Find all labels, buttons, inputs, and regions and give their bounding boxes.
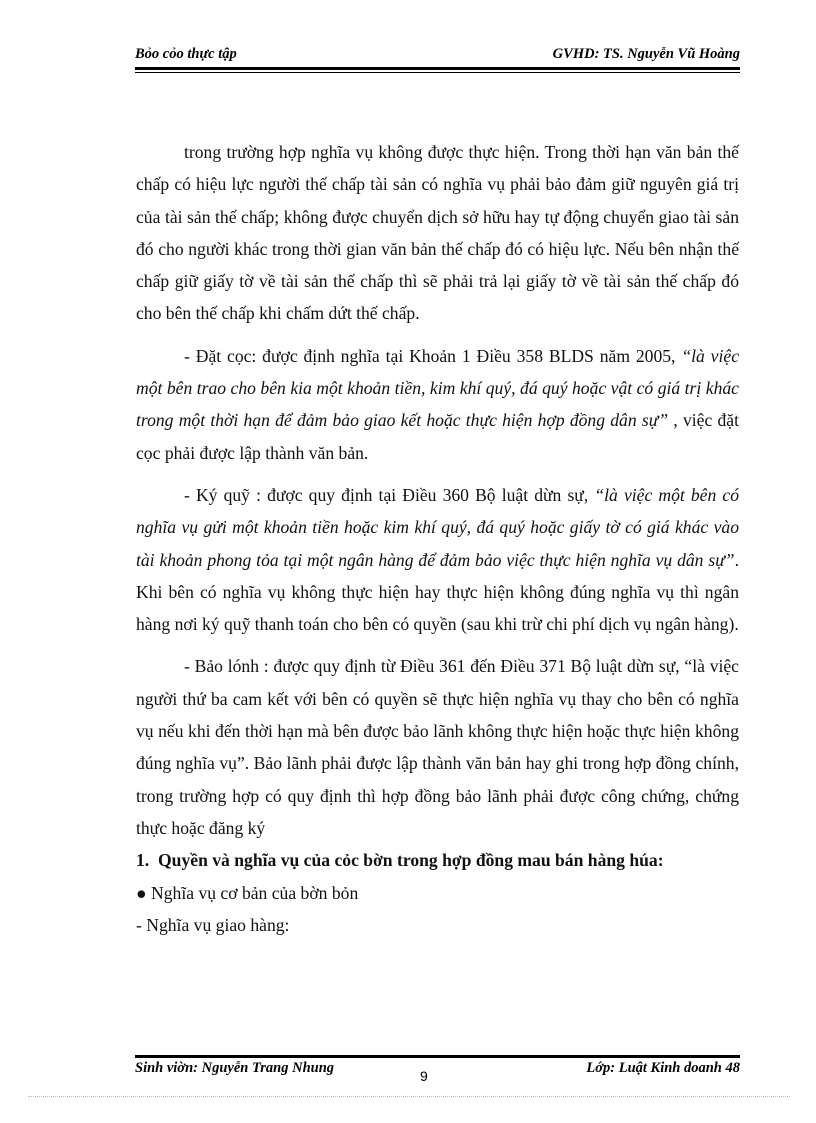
page-footer bbox=[135, 1060, 740, 1082]
bullet-icon: ● bbox=[136, 882, 147, 903]
escrow-quote: “là việc một bên có nghĩa vụ gửi một khoản tiền hoặc kim khí quý, đá quý hoặc giấy tờ có giá khác vào tài khoản phong tỏa tại một ngân hàng để đảm bảo việc thực hiện nghĩa vụ dân sự” bbox=[136, 484, 739, 570]
section-heading bbox=[136, 844, 739, 876]
paragraph-escrow bbox=[136, 479, 739, 640]
page-number: 9 bbox=[420, 1068, 428, 1084]
bullet-item bbox=[136, 877, 739, 909]
header-report-title: Bỏo cỏo thực tập bbox=[135, 46, 237, 62]
page-bottom-dotted-line bbox=[28, 1096, 790, 1097]
page-body bbox=[136, 136, 739, 941]
bullet-text: Nghĩa vụ cơ bản của bờn bỏn bbox=[151, 882, 359, 903]
sub-item: - Nghĩa vụ giao hàng: bbox=[136, 914, 290, 935]
deposit-tail: , việc đặt cọc phải được lập thành văn bản. bbox=[136, 410, 739, 463]
paragraph-deposit bbox=[136, 340, 739, 469]
escrow-tail: . Khi bên có nghĩa vụ không thực hiện hay thực hiện không đúng nghĩa vụ thì ngân hàng nơi ký quỹ thanh toán cho bên có quyền (sau khi trừ chi phí dịch vụ ngân hàng). bbox=[136, 549, 739, 635]
header-rule-thin bbox=[135, 72, 740, 73]
escrow-lead: - Ký quỹ : được quy định tại Điều 360 Bộ luật dừn sự, bbox=[184, 484, 595, 505]
footer-class: Lớp: Luật Kinh doanh 48 bbox=[586, 1060, 740, 1076]
section-title: Quyền và nghĩa vụ của cỏc bờn trong hợp đồng mau bán hàng húa: bbox=[158, 850, 664, 871]
section-number: 1. bbox=[136, 850, 150, 871]
deposit-quote: “là việc một bên trao cho bên kia một khoản tiền, kim khí quý, đá quý hoặc vật có giá trị khác trong một thời hạn để đảm bảo giao kết hoặc thực hiện hợp đồng dân sự” bbox=[136, 345, 740, 431]
footer-rule bbox=[135, 1055, 740, 1058]
paragraph-guarantee: - Bảo lónh : được quy định từ Điều 361 đến Điều 371 Bộ luật dừn sự, “là việc người thứ ba cam kết với bên có quyền sẽ thực hiện nghĩa vụ thay cho bên có nghĩa vụ nếu khi đến thời hạn mà bên được bảo lãnh không thực hiện hoặc thực hiện không đúng nghĩa vụ”. Bảo lãnh phải được lập thành văn bản hay ghi trong hợp đồng chính, trong trường hợp có quy định thì hợp đồng bảo lãnh phải được công chứng, chứng thực hoặc đăng ký bbox=[136, 656, 739, 838]
page-header bbox=[135, 46, 740, 66]
header-supervisor: GVHD: TS. Nguyễn Vũ Hoàng bbox=[552, 46, 740, 62]
header-rule-thick bbox=[135, 67, 740, 70]
deposit-lead: - Đặt cọc: được định nghĩa tại Khoản 1 Điều 358 BLDS năm 2005, bbox=[184, 345, 682, 366]
paragraph-mortgage: trong trường hợp nghĩa vụ không được thực hiện. Trong thời hạn văn bản thế chấp có hiệu lực người thế chấp tài sản có nghĩa vụ phải bảo đảm giữ nguyên giá trị của tài sản thế chấp; không được chuyển dịch sở hữu hay tự động chuyển giao tài sản đó cho người khác trong thời gian văn bản thế chấp đó có hiệu lực. Nếu bên nhận thế chấp giữ giấy tờ về tài sản thế chấp thì sẽ phải trả lại giấy tờ về tài sản thế chấp đó cho bên thế chấp khi chấm dứt thế chấp. bbox=[136, 142, 739, 324]
footer-student: Sinh viờn: Nguyễn Trang Nhung bbox=[135, 1060, 335, 1076]
